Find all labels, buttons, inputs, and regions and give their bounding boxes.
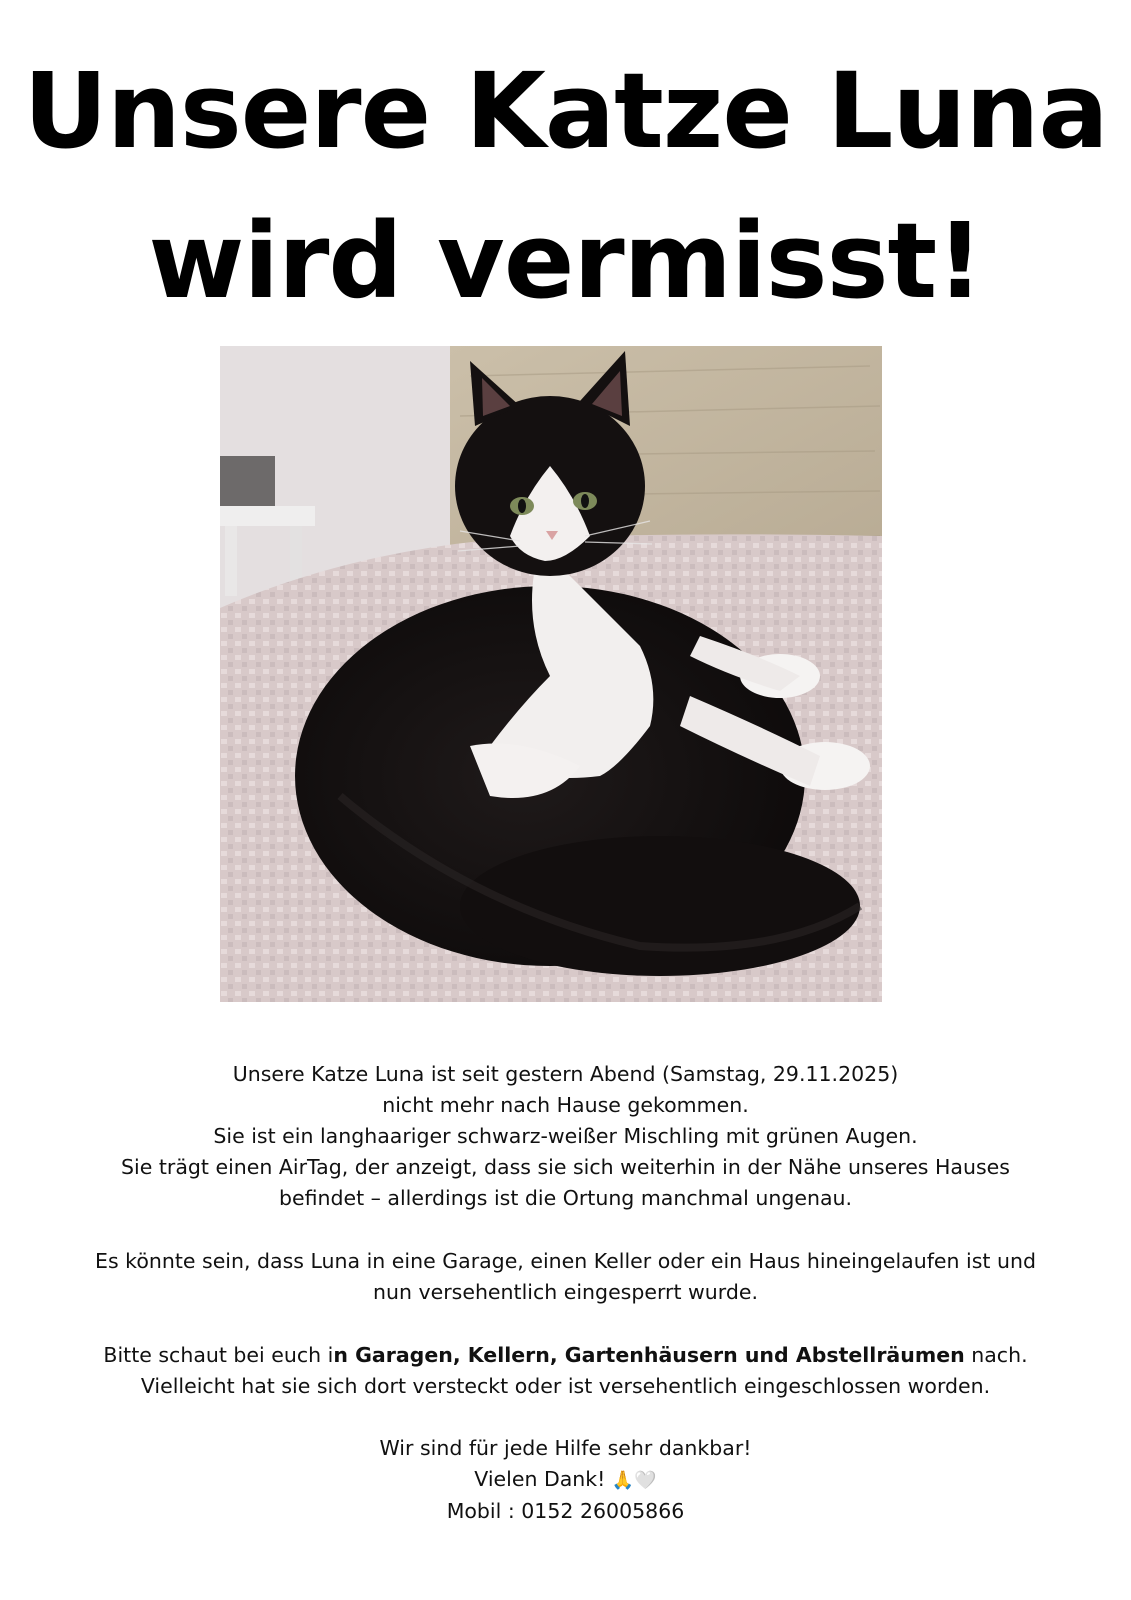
text-line: Vielleicht hat sie sich dort versteckt oder ist versehentlich eingeschlossen worden. [140, 1374, 991, 1398]
request-suffix: nach. [964, 1343, 1028, 1367]
text-line: Unsere Katze Luna ist seit gestern Abend (Samstag, 29.11.2025) [232, 1062, 899, 1086]
text-line: nicht mehr nach Hause gekommen. [382, 1093, 749, 1117]
possibility-paragraph [40, 1246, 1091, 1308]
vielen-dank-line [40, 1464, 1091, 1496]
description-paragraph [40, 1059, 1091, 1214]
black-and-white-longhair-cat-icon [220, 346, 882, 1002]
request-line-1 [40, 1340, 1091, 1371]
cat-photo [220, 346, 882, 1002]
headline-line-2: wird vermisst! [148, 200, 983, 322]
text-line: nun versehentlich eingesperrt wurde. [372, 1280, 758, 1304]
text-line: Sie trägt einen AirTag, der anzeigt, dass sie sich weiterhin in der Nähe unseres Hauses [121, 1155, 1010, 1179]
request-bold-locations: n Garagen, Kellern, Gartenhäusern und Abstellräumen [333, 1343, 965, 1367]
thanks-line: Wir sind für jede Hilfe sehr dankbar! [379, 1436, 752, 1460]
vielen-dank-text: Vielen Dank! [474, 1467, 612, 1491]
closing-paragraph [40, 1433, 1091, 1527]
text-line: befindet – allerdings ist die Ortung manchmal ungenau. [278, 1186, 853, 1210]
praying-hands-heart-icon: 🙏🤍 [611, 1470, 657, 1491]
text-line: Sie ist ein langhaariger schwarz-weißer Mischling mit grünen Augen. [213, 1124, 918, 1148]
text-line: Es könnte sein, dass Luna in eine Garage, einen Keller oder ein Haus hineingelaufen ist und [95, 1249, 1036, 1273]
request-prefix: Bitte schaut bei euch i [103, 1343, 334, 1367]
mobile-number: Mobil : 0152 26005866 [446, 1499, 685, 1523]
headline-line-1: Unsere Katze Luna [23, 50, 1108, 172]
request-paragraph [40, 1340, 1091, 1402]
